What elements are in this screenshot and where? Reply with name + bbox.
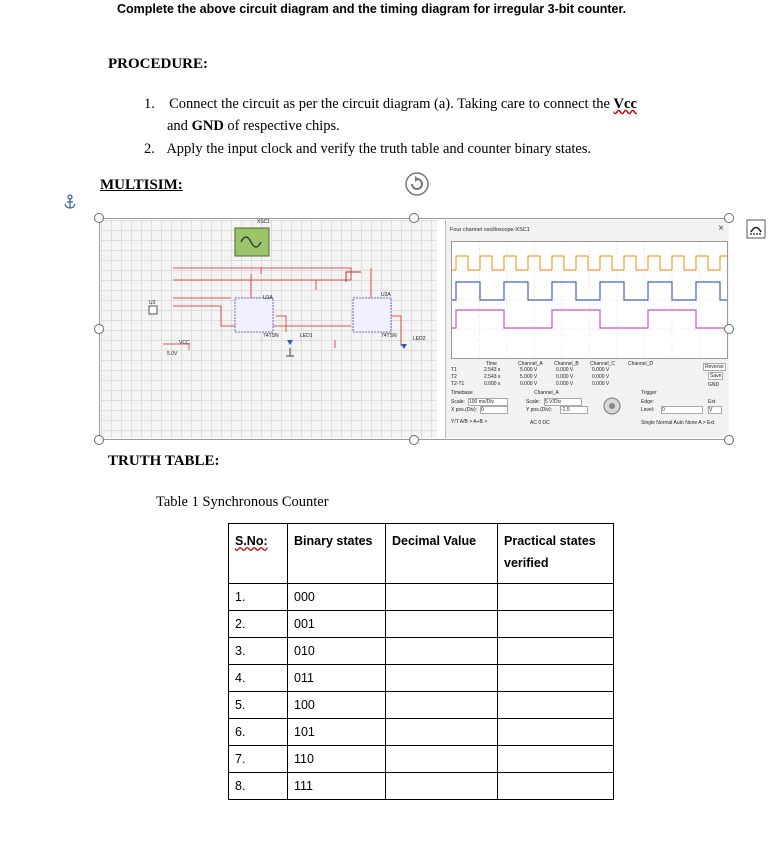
header-sno-text: S.No: <box>235 534 268 548</box>
header-binary-states: Binary states <box>288 524 386 584</box>
table-row <box>229 584 614 611</box>
vcc-value-label: 5.0V <box>167 351 178 357</box>
timebase-label: Timebase <box>451 390 473 396</box>
edge-label: Edge: <box>641 399 655 405</box>
channel-b-diff: 0.000 V <box>556 381 574 387</box>
channel-section-label: Channel_A <box>534 390 559 396</box>
resize-handle-bc[interactable] <box>409 435 419 445</box>
cell-binary: 111 <box>288 773 386 800</box>
cell-binary: 001 <box>288 611 386 638</box>
resize-handle-tr[interactable] <box>724 213 734 223</box>
cell-sno: 5. <box>229 692 288 719</box>
gnd-label: GND <box>708 382 720 388</box>
save-button[interactable]: Save <box>710 373 722 379</box>
table-row <box>229 773 614 800</box>
rotate-handle-icon[interactable] <box>404 171 430 197</box>
cell-sno: 1. <box>229 584 288 611</box>
scope-display <box>451 241 728 359</box>
table-row <box>229 719 614 746</box>
layout-options-icon[interactable] <box>746 219 766 239</box>
xpos-label: X pos.(Div): <box>451 407 478 413</box>
close-icon[interactable]: × <box>718 223 724 234</box>
cell-verified[interactable] <box>498 692 614 719</box>
multisim-screenshot-frame[interactable] <box>99 218 729 440</box>
t1-label: T1 <box>451 367 457 373</box>
cell-sno: 8. <box>229 773 288 800</box>
channel-scale-label: Scale: <box>526 399 540 405</box>
u2a-label: U2A <box>381 292 391 298</box>
multisim-heading: MULTISIM: <box>100 177 183 193</box>
oscilloscope-window <box>445 220 729 438</box>
cell-verified[interactable] <box>498 584 614 611</box>
channel-c-t1: 0.000 V <box>592 367 610 373</box>
truth-table-heading: TRUTH TABLE: <box>108 453 220 469</box>
timebase-scale-label: Scale: <box>451 399 465 405</box>
gnd-term: GND <box>191 118 224 134</box>
cell-decimal[interactable] <box>386 746 498 773</box>
table-row <box>229 746 614 773</box>
resize-handle-ml[interactable] <box>94 324 104 334</box>
cell-binary: 011 <box>288 665 386 692</box>
step-1-number: 1. <box>144 96 155 112</box>
chip1-label: 74TSN <box>263 333 279 339</box>
resize-handle-tc[interactable] <box>409 213 419 223</box>
channel-a-label: Channel_A <box>518 361 543 367</box>
time-t2: 2.543 s <box>484 374 501 380</box>
cell-verified[interactable] <box>498 746 614 773</box>
step-1-text: Connect the circuit as per the circuit diagram (a). Taking care to connect the <box>169 96 614 112</box>
channel-c-diff: 0.000 V <box>592 381 610 387</box>
cell-decimal[interactable] <box>386 611 498 638</box>
channel-b-t1: 0.000 V <box>556 367 574 373</box>
table-row <box>229 611 614 638</box>
resize-handle-mr[interactable] <box>724 324 734 334</box>
channel-selector-knob-icon[interactable] <box>601 395 623 417</box>
cell-sno: 2. <box>229 611 288 638</box>
cell-binary: 101 <box>288 719 386 746</box>
level-unit-field[interactable]: V <box>708 406 722 414</box>
cell-decimal[interactable] <box>386 638 498 665</box>
step-2-text: Apply the input clock and verify the truth table and counter binary states. <box>166 141 592 157</box>
display-mode-buttons[interactable]: Y/T A/B > A+B > <box>451 419 488 425</box>
table-row <box>229 665 614 692</box>
page-title: Complete the above circuit diagram and the timing diagram for irregular 3-bit counter. <box>117 2 627 16</box>
channel-scale-field[interactable]: 5 V/Div <box>544 398 582 406</box>
header-decimal-value: Decimal Value <box>386 524 498 584</box>
vcc-term: Vcc <box>613 96 637 112</box>
cell-verified[interactable] <box>498 611 614 638</box>
table-row <box>229 692 614 719</box>
vcc-label: VCC <box>179 340 190 346</box>
trigger-mode-buttons[interactable]: Single Normal Auto None A > Ext <box>641 420 715 426</box>
reverse-button[interactable]: Reverse <box>705 364 724 370</box>
ypos-field[interactable]: -1.5 <box>560 406 588 414</box>
u1a-label: U1A <box>263 295 273 301</box>
table-caption: Table 1 Synchronous Counter <box>156 494 329 510</box>
table-row <box>229 638 614 665</box>
cell-binary: 110 <box>288 746 386 773</box>
cell-decimal[interactable] <box>386 665 498 692</box>
resize-handle-br[interactable] <box>724 435 734 445</box>
cell-binary: 100 <box>288 692 386 719</box>
channel-b-label: Channel_B <box>554 361 579 367</box>
level-field[interactable]: 0 <box>661 406 703 414</box>
circuit-canvas <box>101 220 437 438</box>
t2t1-label: T2-T1 <box>451 381 465 387</box>
anchor-icon <box>63 194 77 210</box>
circuit-wiring <box>101 220 437 438</box>
time-diff: 0.000 s <box>484 381 501 387</box>
trigger-label: Trigger <box>641 390 657 396</box>
step-2-number: 2. <box>144 141 155 157</box>
cell-verified[interactable] <box>498 638 614 665</box>
header-sno <box>229 524 288 584</box>
timebase-scale-field[interactable]: 100 ms/Div <box>468 398 508 406</box>
cell-sno: 3. <box>229 638 288 665</box>
cell-verified[interactable] <box>498 665 614 692</box>
cell-sno: 6. <box>229 719 288 746</box>
cell-binary: 000 <box>288 584 386 611</box>
led2-label: LED2 <box>413 336 426 342</box>
channel-a-t2: 5.000 V <box>520 374 538 380</box>
header-practical-states: Practical states verified <box>498 524 614 584</box>
cell-sno: 7. <box>229 746 288 773</box>
table-header-row <box>229 524 614 584</box>
level-label: Level: <box>641 407 655 413</box>
u3-label: U3 <box>149 300 156 306</box>
channel-a-diff: 0.000 V <box>520 381 538 387</box>
cell-decimal[interactable] <box>386 773 498 800</box>
procedure-step-2 <box>144 139 591 159</box>
channel-c-t2: 0.000 V <box>592 374 610 380</box>
coupling-buttons[interactable]: AC 0 DC <box>530 420 550 426</box>
xpos-field[interactable]: 0 <box>480 406 508 414</box>
led1-label: LED1 <box>300 333 313 339</box>
procedure-step-1-cont <box>167 116 340 136</box>
step-1-tail: of respective chips. <box>223 118 340 134</box>
cell-sno: 4. <box>229 665 288 692</box>
cell-binary: 010 <box>288 638 386 665</box>
scope-waveforms <box>452 242 727 358</box>
xsc-label: XSC1 <box>257 219 271 225</box>
resize-handle-tl[interactable] <box>94 213 104 223</box>
ypos-label: Y pos.(Div): <box>526 407 553 413</box>
t2-label: T2 <box>451 374 457 380</box>
time-t1: 2.543 s <box>484 367 501 373</box>
chip2-label: 74TSN <box>381 333 397 339</box>
step-1-and: and <box>167 118 192 134</box>
cell-verified[interactable] <box>498 773 614 800</box>
cell-decimal[interactable] <box>386 719 498 746</box>
cell-decimal[interactable] <box>386 692 498 719</box>
channel-d-label: Channel_D <box>628 361 654 367</box>
procedure-heading: PROCEDURE: <box>108 56 208 72</box>
cell-verified[interactable] <box>498 719 614 746</box>
resize-handle-bl[interactable] <box>94 435 104 445</box>
channel-b-t2: 0.000 V <box>556 374 574 380</box>
truth-table <box>228 523 614 800</box>
channel-c-label: Channel_C <box>590 361 616 367</box>
time-label: Time <box>486 361 497 367</box>
procedure-step-1 <box>144 94 637 114</box>
channel-a-t1: 5.000 V <box>520 367 538 373</box>
cell-decimal[interactable] <box>386 584 498 611</box>
ext-label: Ext <box>708 399 716 405</box>
oscilloscope-title: Four channel oscilloscope-XSC1 <box>450 227 530 233</box>
